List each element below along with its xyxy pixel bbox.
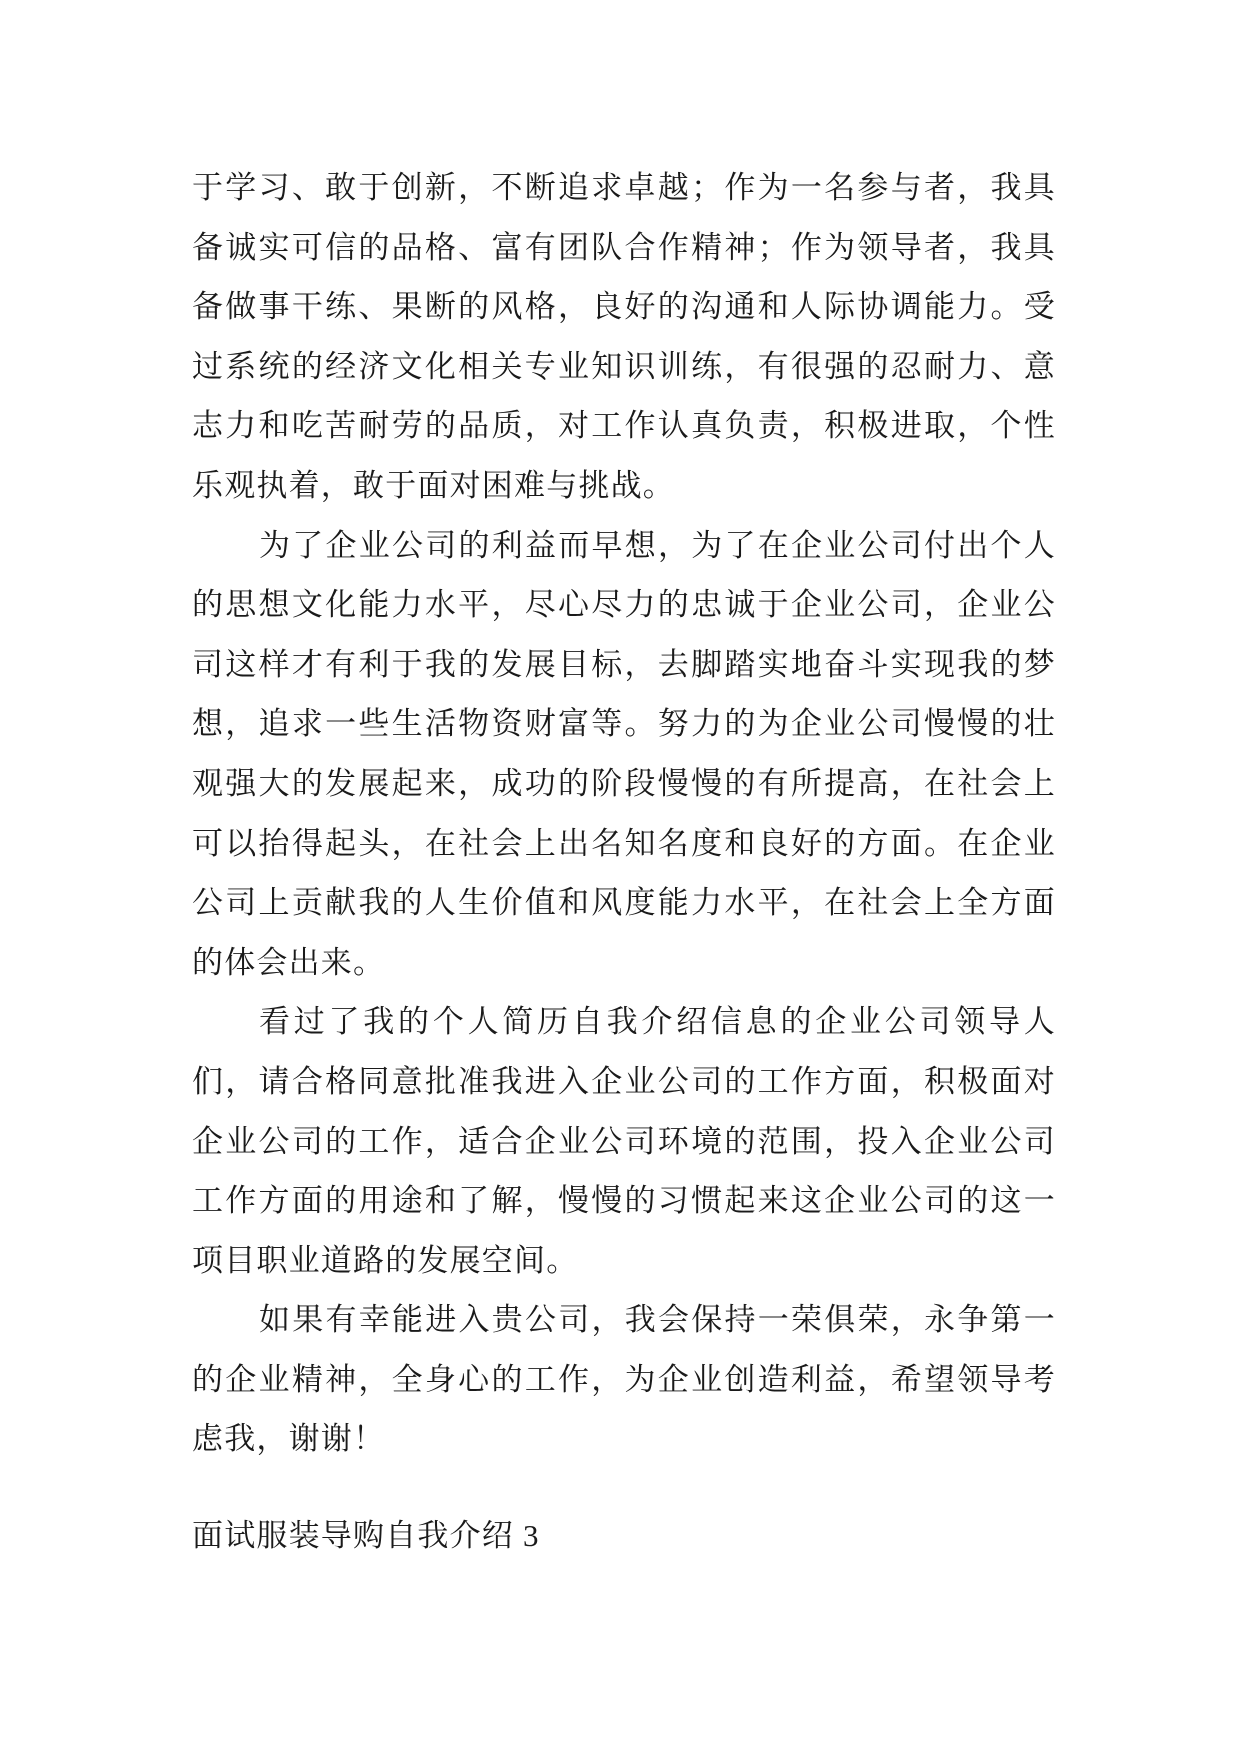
text-line: 项目职业道路的发展空间。 bbox=[192, 1242, 579, 1278]
text-line: 备做事干练、果断的风格，良好的沟通和人际协调能力。受 bbox=[192, 289, 1056, 325]
text-line: 的企业精神，全身心的工作，为企业创造利益，希望领导考 bbox=[192, 1361, 1056, 1397]
text-line: 于学习、敢于创新，不断追求卓越；作为一名参与者，我具 bbox=[192, 170, 1056, 205]
text-line: 公司上贡献我的人生价值和风度能力水平，在社会上全方面 bbox=[192, 885, 1056, 921]
text-line: 看过了我的个人简历自我介绍信息的企业公司领导人 bbox=[259, 1004, 1056, 1040]
paragraph bbox=[192, 516, 1056, 993]
text-line: 过系统的经济文化相关专业知识训练，有很强的忍耐力、意 bbox=[192, 348, 1056, 384]
paragraph bbox=[192, 1290, 1056, 1469]
text-line: 志力和吃苦耐劳的品质，对工作认真负责，积极进取，个性 bbox=[192, 408, 1056, 444]
text-line: 想，追求一些生活物资财富等。努力的为企业公司慢慢的壮 bbox=[192, 706, 1056, 742]
text-line: 为了企业公司的利益而早想，为了在企业公司付出个人 bbox=[259, 527, 1056, 563]
text-line: 企业公司的工作，适合企业公司环境的范围，投入企业公司 bbox=[192, 1123, 1056, 1159]
text-line: 可以抬得起头，在社会上出名知名度和良好的方面。在企业 bbox=[192, 825, 1056, 861]
paragraph bbox=[192, 158, 1056, 516]
section-heading: 面试服装导购自我介绍 3 bbox=[192, 1518, 540, 1553]
text-line: 的思想文化能力水平，尽心尽力的忠诚于企业公司，企业公 bbox=[192, 587, 1056, 623]
document-body bbox=[192, 158, 1056, 1469]
text-line: 工作方面的用途和了解，慢慢的习惯起来这企业公司的这一 bbox=[192, 1183, 1056, 1219]
text-line: 备诚实可信的品格、富有团队合作精神；作为领导者，我具 bbox=[192, 229, 1056, 265]
text-line: 观强大的发展起来，成功的阶段慢慢的有所提高，在社会上 bbox=[192, 765, 1056, 801]
text-line: 的体会出来。 bbox=[192, 944, 386, 980]
text-line: 乐观执着，敢于面对困难与挑战。 bbox=[192, 467, 675, 503]
text-line: 如果有幸能进入贵公司，我会保持一荣俱荣，永争第一 bbox=[259, 1302, 1056, 1338]
text-line: 司这样才有利于我的发展目标，去脚踏实地奋斗实现我的梦 bbox=[192, 646, 1056, 682]
text-line: 虑我，谢谢！ bbox=[192, 1421, 386, 1457]
text-line: 们，请合格同意批准我进入企业公司的工作方面，积极面对 bbox=[192, 1063, 1056, 1099]
paragraph bbox=[192, 992, 1056, 1290]
